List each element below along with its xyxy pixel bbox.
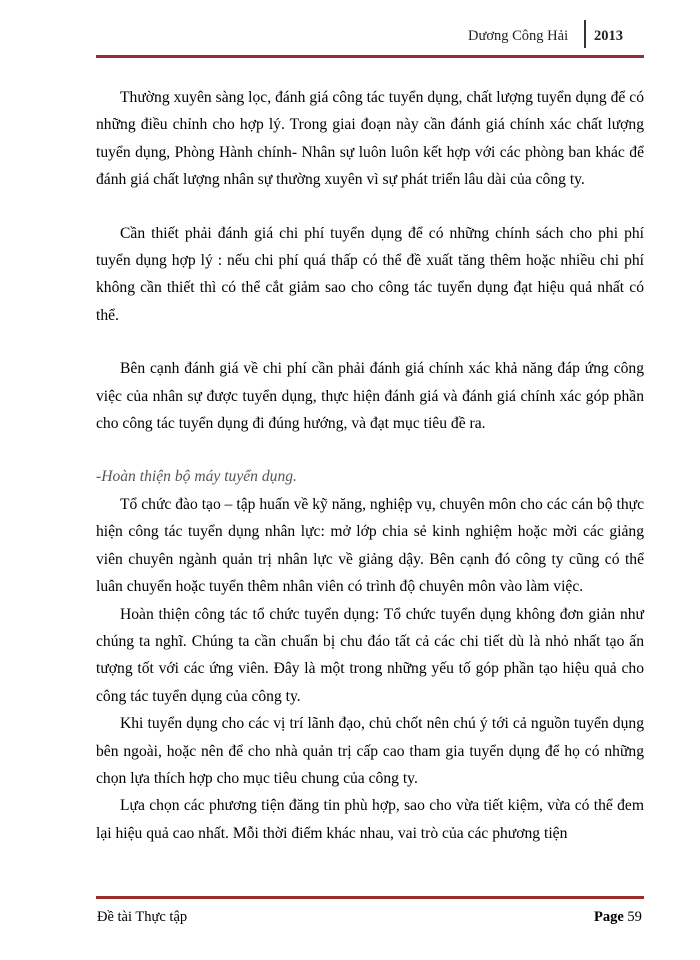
paragraph: Lựa chọn các phương tiện đăng tin phù hợp, sao cho vừa tiết kiệm, vừa có thể đem lại hiệu quả cao nhất. Mỗi thời điểm khác nhau, vai trò của các phương tiện	[96, 797, 644, 842]
section-heading: -Hoàn thiện bộ máy tuyển dụng.	[96, 468, 297, 486]
paragraph: Tổ chức đào tạo – tập huấn về kỹ năng, nghiệp vụ, chuyên môn cho các cán bộ thực hiện công tác tuyển dụng nhân lực: mở lớp chia sẻ kinh nghiệm hoặc mời các giảng viên chuyên ngành quản trị nhân lực về giảng dậy. Bên cạnh đó công ty cũng có thể luân chuyển hoặc tuyển thêm nhân viên có trình độ chuyên môn vào làm việc.	[96, 495, 644, 596]
paragraph: Bên cạnh đánh giá về chi phí cần phải đánh giá chính xác khả năng đáp ứng công việc của nhân sự được tuyển dụng, thực hiện đánh giá và đánh giá chính xác góp phần cho công tác tuyển dụng đi đúng hướng, và đạt mục tiêu đề ra.	[96, 360, 644, 433]
paragraph: Cần thiết phải đánh giá chi phí tuyển dụng để có những chính sách cho phi phí tuyển dụng hợp lý : nếu chi phí quá thấp có thể đề xuất tăng thêm hoặc nhiều chi phí không cần thiết thì có thể cắt giảm sao cho công tác tuyển dụng đạt hiệu quả nhất có thể.	[96, 224, 644, 324]
footer-title: Đề tài Thực tập	[97, 909, 188, 925]
paragraph: Khi tuyển dụng cho các vị trí lãnh đạo, chủ chốt nên chú ý tới cả nguồn tuyển dụng bên ngoài, hoặc nên để cho nhà quản trị cấp cao tham gia tuyển dụng để họ có những chọn lựa thích hợp cho mục tiêu chung của công ty.	[96, 715, 644, 787]
page-body	[96, 84, 644, 847]
header-rule	[96, 55, 644, 58]
header-author: Dương Công Hải	[468, 28, 569, 44]
page-number	[594, 909, 642, 926]
paragraph: Hoàn thiện công tác tổ chức tuyển dụng: Tổ chức tuyển dụng không đơn giản như chúng ta nghĩ. Chúng ta cần chuẩn bị chu đáo tất cả các chi tiết dù là nhỏ nhất tạo ấn tượng tốt với các ứng viên. Đây là một trong những yếu tố góp phần tạo hiệu quả cho công tác tuyển dụng của công ty.	[96, 605, 644, 705]
paragraph: Thường xuyên sàng lọc, đánh giá công tác tuyển dụng, chất lượng tuyển dụng để có những điều chỉnh cho hợp lý. Trong giai đoạn này cần đánh giá chính xác chất lượng tuyển dụng, Phòng Hành chính- Nhân sự luôn luôn kết hợp với các phòng ban khác để đánh giá chất lượng nhân sự thường xuyên vì sự phát triển lâu dài của công ty.	[96, 89, 644, 189]
footer-rule	[96, 896, 644, 899]
page-label: Page	[594, 909, 624, 925]
header-divider	[584, 20, 586, 48]
page-number-value: 59	[627, 909, 642, 925]
header-year: 2013	[594, 28, 623, 44]
